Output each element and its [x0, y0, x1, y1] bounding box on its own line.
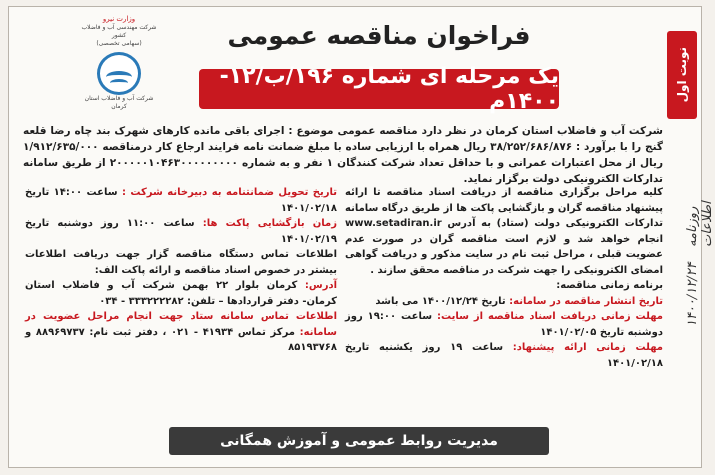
- address-value: کرمان بلوار ۲۲ بهمن شرکت آب و فاضلاب استان کرمان- دفتر قراردادها – تلفن: ۳۳۳۲۲۲۲۸۲ - ۰۳۴: [25, 280, 337, 307]
- footer-banner: مدیریت روابط عمومی و آموزش همگانی: [169, 427, 549, 455]
- guarantee-delivery-label: تاریخ تحویل ضمانتنامه به دبیرخانه شرکت :: [121, 187, 337, 198]
- setad-contact: [25, 309, 337, 356]
- opening-time-label: زمان بازگشایی پاکت ها:: [202, 218, 338, 229]
- provincial-company-name: شرکت آب و فاضلاب استان کرمان: [84, 95, 154, 110]
- right-column: [345, 185, 663, 371]
- setad-website-link[interactable]: www.setadiran.ir: [345, 218, 442, 229]
- ministry-name: وزارت نیرو: [102, 15, 136, 23]
- publish-date: [345, 294, 663, 310]
- company-subtitle: (سهامی تخصصی): [96, 40, 142, 47]
- left-column: [25, 185, 337, 356]
- setad-contact-label: اطلاعات تماس سامانه ستاد جهت انجام مراحل عضویت در سامانه:: [25, 311, 337, 338]
- water-drop-icon: [97, 52, 141, 95]
- round-tab: [667, 31, 697, 119]
- publish-date-label: تاریخ انتشار مناقصه در سامانه:: [509, 295, 663, 307]
- docs-deadline-value: ساعت ۱۹:۰۰ روز دوشنبه تاریخ ۱۴۰۱/۰۲/۰۵: [345, 311, 663, 338]
- address-label: آدرس:: [304, 280, 338, 291]
- setad-contact-value: مرکز تماس ۴۱۹۳۴ - ۰۲۱ ، دفتر ثبت نام: ۸۸۹۶۹۷۳۷ و ۸۵۱۹۳۷۶۸: [25, 326, 337, 353]
- schedule-heading: برنامه زمانی مناقصه:: [556, 280, 663, 291]
- handwritten-note: روزنامه اطلاعات: [685, 201, 715, 247]
- handwritten-date: ۱۴۰۰/۱۲/۲۴: [685, 262, 700, 327]
- guarantee-delivery-value: ساعت ۱۴:۰۰ تاریخ ۱۴۰۱/۰۲/۱۸: [25, 187, 337, 214]
- procedure-text: کلیه مراحل برگزاری مناقصه از دریافت اسناد مناقصه تا ارائه پیشنهاد مناقصه گران و بازگشایی پاکت ها از طریق درگاه سامانه تدارکات الکترونیکی دولت (ستاد) به آدرس: [345, 187, 663, 229]
- registration-text: انجام خواهد شد و لازم است مناقصه گران در صورت عدم عضویت قبلی ، مراحل ثبت نام در سایت مذکور و دریافت گواهی امضای الکترونیکی را جهت شرکت در مناقصه محقق سازند .: [345, 233, 663, 276]
- company-logo: [79, 15, 159, 111]
- notice-title: فراخوان مناقصه عمومی: [227, 21, 531, 50]
- offer-deadline: [345, 340, 663, 371]
- docs-deadline: [345, 309, 663, 340]
- company-name: شرکت مهندسی آب و فاضلاب کشور: [81, 24, 157, 39]
- round-tab-label: نوبت اول: [675, 47, 689, 103]
- offer-deadline-value: ساعت ۱۹ روز یکشنبه تاریخ ۱۴۰۱/۰۲/۱۸: [345, 342, 663, 369]
- opening-time: [25, 216, 337, 247]
- tender-notice: [8, 6, 715, 468]
- tender-number-banner: یک مرحله ای شماره ۱۹۶/ب/۱۲- ۱۴۰۰م: [199, 69, 559, 109]
- opening-time-value: ساعت ۱۱:۰۰ روز دوشنبه تاریخ ۱۴۰۱/۰۲/۱۹: [25, 218, 337, 245]
- guarantee-delivery: [25, 185, 337, 216]
- publish-date-value: تاریخ ۱۴۰۰/۱۲/۲۴ می باشد: [375, 295, 506, 307]
- intro-paragraph: شرکت آب و فاضلاب استان کرمان در نظر دارد مناقصه عمومی موضوع : اجرای باقی مانده کارهای شهرک بند چاه رضا قلعه گنج را با برآورد : ۳۸/۲۵۲/۶۸۶/۸۷۶ ریال همراه با ارزیابی ساده با مبلغ ضمانت نامه فرایند ارجاع کار درمناقصه ۱/۹۱۲/۶۳۵/۰۰۰ ریال از محل اعتبارات عمرانی و با حداقل تعداد شرکت کنندگان ۱ نفر و به شماره ۲۰۰۰۰۰۱۰۴۶۳۰۰۰۰۰۰۰۰۰ از طریق سامانه تدارکات الکترونیکی دولت برگزار نماید.: [23, 125, 664, 185]
- docs-deadline-label: مهلت زمانی دریافت اسناد مناقصه از سایت:: [436, 311, 663, 322]
- address: [25, 278, 337, 309]
- contact-intro: اطلاعات تماس دستگاه مناقصه گزار جهت دریافت اطلاعات بیشتر در خصوص اسناد مناقصه و ارائه پاکت الف:: [25, 249, 337, 276]
- offer-deadline-label: مهلت زمانی ارائه پیشنهاد:: [512, 342, 663, 353]
